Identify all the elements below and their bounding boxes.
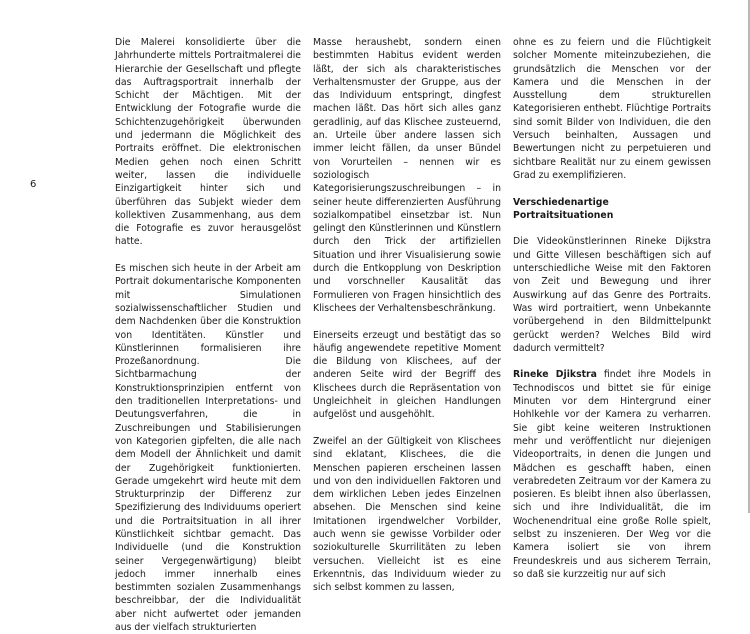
paragraph: Einerseits erzeugt und bestätigt das so häufig angewendete repetitive Moment die Bildung von Klischees, auf der anderen Seite wird der Begriff des Klischees durch die Repräsentation von Ungleichheit in gleichen Handlungen aufgelöst und ausgehöhlt.: [313, 329, 501, 421]
paragraph: Die Videokünstlerinnen Rineke Dijkstra und Gitte Villesen beschäftigen sich auf unterschiedliche Weise mit den Faktoren von Zeit und Bewegung und ihrer Auswirkung auf das Genre des Portraits. Was wird portraitiert, wenn Unbekannte vorübergehend in den Bildmittelpunkt gerückt werden? Welches Bild wird dadurch vermittelt?: [513, 236, 711, 354]
paragraph: Die Malerei konsolidierte über die Jahrhunderte mittels Portraitmalerei die Hierarchie der Gesellschaft und pflegte das Auftragsportrait innerhalb der Schicht der Mächtigen. Mit der Entwicklung der Fotografie wurde die Schichtenzugehörigkeit überwunden und jedermann die Möglichkeit des Portraits eröffnet. Die elektronischen Medien gehen noch einen Schritt weiter, lassen die individuelle Einzigartigkeit hinter sich und überführen das Subjekt wieder dem kollektiven Zusammenhang, aus dem die Fotografie es zuvor herausgelöst hatte.: [115, 37, 301, 248]
text-column-1: [115, 36, 301, 634]
paragraph-text: findet ihre Models in Technodiscos und bittet sie für einige Minuten vor dem Hintergrund einer Hohlkehle vor der Kamera zu verharren. Sie gibt keine weiteren Instruktionen mehr und veröffentlicht nur diejenigen Videoportraits, in denen die Jungen und Mädchen es geschafft haben, einen verabredeten Zeitraum vor der Kamera zu posieren. Es bleibt ihnen also überlassen, sich und ihre Individualität, die im Wochenendritual eine große Rolle spielt, selbst zu inszenieren. Der Weg vor die Kamera isoliert sie von ihrem Freundeskreis und aus sicherem Terrain, so daß sie kurzzeitig nur auf sich: [513, 369, 711, 580]
paragraph: ohne es zu feiern und die Flüchtigkeit solcher Momente miteinzubeziehen, die grundsätzlich die Menschen vor der Kamera und die Menschen in der Ausstellung dem strukturellen Kategorisieren enthebt. Flüchtige Portraits sind somit Bilder von Individuen, die den Versuch beinhalten, Aussagen und Bewertungen nicht zu perpetuieren und sichtbare Realität nur zu einem gewissen Grad zu exemplifizieren.: [513, 37, 711, 181]
paragraph: Es mischen sich heute in der Arbeit am Portrait dokumentarische Komponenten mit Simulationen sozialwissenschaftlicher Studien und dem Nachdenken über die Konstruktion von Identitäten. Künstler und Künstlerinnen formalisieren ihre Prozeßanordnung. Die Sichtbarmachung der Konstruktionsprinzipien entfernt von den traditionellen Interpretations- und Deutungsverfahren, die in Zuschreibungen und Stabilisierungen von Kategorien gipfelten, die alle nach dem Modell der Ähnlichkeit und damit der Zugehörigkeit funktionierten. Gerade umgekehrt wird heute mit dem Strukturprinzip der Differenz zur Spezifizierung des Individuums operiert und die Portraitsituation in all ihrer Künstlichkeit sichtbar gemacht. Das Individuelle (und die Konstruktion seiner Vergegenwärtigung) bleibt jedoch immer innerhalb eines bestimmten sozialen Zusammenhangs beschreibbar, der die Individualität aber nicht aufwertet oder jemanden aus der vielfach strukturierten: [115, 263, 301, 634]
text-column-3: [513, 36, 711, 581]
paragraph: Zweifel an der Gültigkeit von Klischees sind eklatant, Klischees, die die Menschen papieren erscheinen lassen und von den individuellen Faktoren und dem wirklichen Leben jedes Einzelnen absehen. Die Menschen sind keine Imitationen irgendwelcher Vorbilder, auch wenn sie gewisse Vorbilder oder soziokulturelle Skurrilitäten zu leben versuchen. Vielleicht ist es eine Erkenntnis, das Individuum wieder zu sich selbst kommen zu lassen,: [313, 435, 501, 594]
paragraph: Masse heraushebt, sondern einen bestimmten Habitus evident werden läßt, der sich als charakteristisches Verhaltensmuster der Gruppe, aus der das Individuum entspringt, dingfest machen läßt. Das hört sich alles ganz geradlinig, auf das Klischee zusteuernd, an. Urteile über andere lassen sich immer leicht fällen, da unser Bündel von Vorurteilen – nennen wir es soziologisch Kategorisierungszuschreibungen – in seiner heute differenzierten Ausführung sozialkompatibel einsetzbar ist. Nun gelingt den Künstlerinnen und Künstlern durch den Trick der artifiziellen Situation und ihrer Visualisierung sowie durch die Entkopplung von Deskription und vorschneller Kausalität das Formulieren von Fragen hinsichtlich des Klischees der Verhaltensbeschränkung.: [313, 37, 501, 314]
text-column-2: [313, 36, 501, 594]
page-number: 6: [30, 179, 37, 190]
section-heading: Verschiedenartige Portraitsituationen: [513, 196, 614, 221]
artist-name: Rineke Djikstra: [513, 369, 597, 381]
paragraph: [513, 368, 711, 581]
